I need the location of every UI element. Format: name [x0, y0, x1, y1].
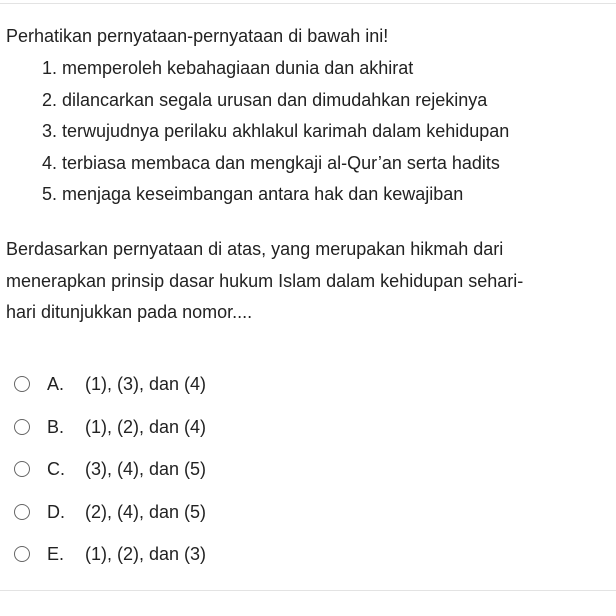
statement-item: 3. terwujudnya perilaku akhlakul karimah dalam kehidupan	[42, 121, 510, 141]
option-text: (1), (3), dan (4)	[85, 374, 207, 395]
radio-unselected-icon[interactable]	[14, 504, 30, 520]
option-d[interactable]	[14, 491, 206, 534]
question-line: menerapkan prinsip dasar hukum Islam dalam kehidupan sehari-	[6, 270, 524, 291]
radio-unselected-icon[interactable]	[14, 546, 30, 562]
statement-item: 5. menjaga keseimbangan antara hak dan kewajiban	[42, 184, 464, 204]
question-line: hari ditunjukkan pada nomor....	[6, 302, 253, 322]
statement-item: 4. terbiasa membaca dan mengkaji al-Qur’an serta hadits	[42, 152, 500, 173]
radio-unselected-icon[interactable]	[14, 461, 30, 477]
option-c[interactable]	[14, 448, 206, 491]
question-text	[6, 234, 612, 329]
option-letter: A.	[47, 374, 65, 395]
option-letter: E.	[47, 544, 65, 565]
question-intro: Perhatikan pernyataan-pernyataan di bawah ini!	[6, 26, 389, 46]
option-text: (1), (2), dan (3)	[85, 544, 207, 565]
statement-list	[42, 56, 509, 214]
option-text: (1), (2), dan (4)	[85, 416, 207, 437]
option-letter: C.	[47, 459, 65, 480]
question-line: Berdasarkan pernyataan di atas, yang merupakan hikmah dari	[6, 239, 504, 259]
option-text: (3), (4), dan (5)	[85, 459, 207, 480]
bottom-divider	[0, 590, 616, 591]
option-a[interactable]	[14, 363, 206, 406]
option-b[interactable]	[14, 406, 206, 449]
statement-item: 2. dilancarkan segala urusan dan dimudahkan rejekinya	[42, 89, 488, 110]
option-text: (2), (4), dan (5)	[85, 501, 207, 522]
statement-item: 1. memperoleh kebahagiaan dunia dan akhirat	[42, 58, 414, 78]
top-divider	[0, 3, 616, 4]
option-letter: D.	[47, 501, 65, 522]
answer-options	[14, 363, 206, 576]
radio-unselected-icon[interactable]	[14, 419, 30, 435]
radio-unselected-icon[interactable]	[14, 376, 30, 392]
option-e[interactable]	[14, 533, 206, 576]
option-letter: B.	[47, 416, 65, 437]
